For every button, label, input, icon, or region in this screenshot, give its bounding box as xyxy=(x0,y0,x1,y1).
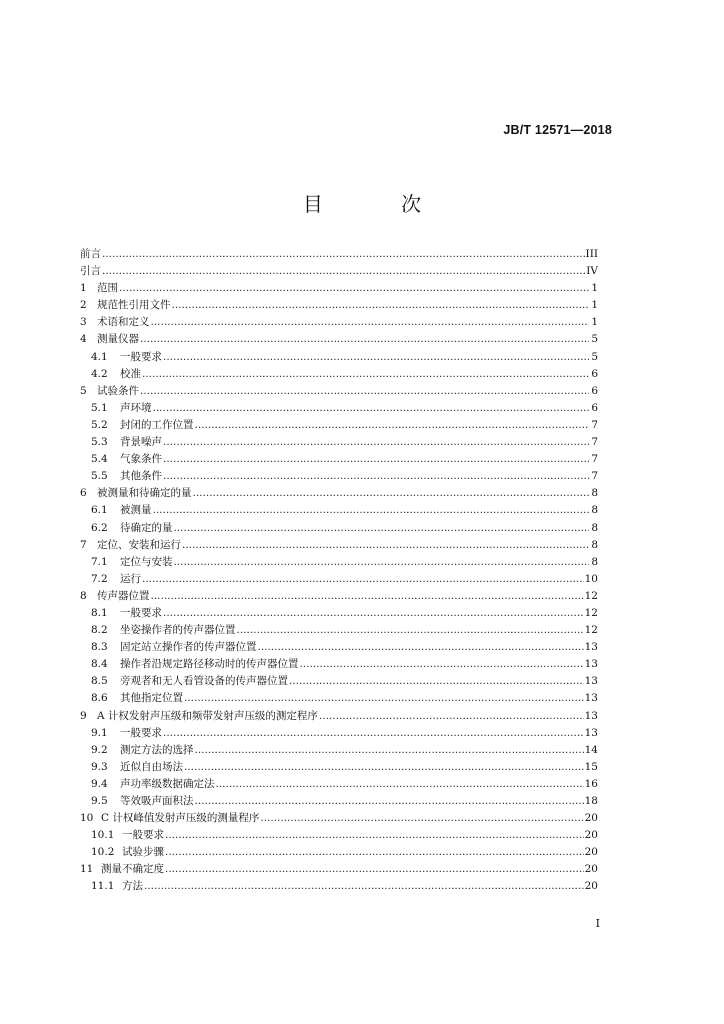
toc-entry-number: 8.4 xyxy=(91,658,108,671)
dot-leader xyxy=(119,280,589,297)
dot-leader xyxy=(153,502,590,519)
toc-entry[interactable] xyxy=(80,451,598,468)
toc-entry[interactable] xyxy=(80,759,598,776)
toc-entry-title: 被测量 xyxy=(120,504,152,517)
dot-leader xyxy=(260,810,583,827)
toc-entry-title: 一般要求 xyxy=(122,829,164,842)
toc-entry[interactable] xyxy=(80,571,598,588)
toc-entry-title: 固定站立操作者的传声器位置 xyxy=(120,641,257,654)
toc-entry[interactable] xyxy=(80,383,598,400)
dot-leader xyxy=(174,520,590,537)
toc-entry[interactable] xyxy=(80,690,598,707)
page-folio: I xyxy=(595,917,600,930)
dot-leader xyxy=(195,742,584,759)
toc-entry-title: 定位、安装和运行 xyxy=(97,538,181,551)
toc-entry-page: 7 xyxy=(591,470,598,483)
toc-entry-page: 7 xyxy=(591,418,598,431)
toc-entry-title: 近似自由场法 xyxy=(120,760,183,773)
toc-entry-title: 操作者沿规定路径移动时的传声器位置 xyxy=(120,658,299,671)
toc-entry-number: 6.1 xyxy=(91,504,108,517)
toc-entry-title: 传声器位置 xyxy=(97,589,150,602)
dot-leader xyxy=(163,468,589,485)
dot-leader xyxy=(151,314,590,331)
dot-leader xyxy=(144,878,584,895)
toc-entry[interactable] xyxy=(80,520,598,537)
toc-entry[interactable] xyxy=(80,366,598,383)
toc-entry-number: 8.1 xyxy=(91,606,108,619)
toc-entry-title: 引言 xyxy=(80,265,101,278)
table-of-contents xyxy=(80,246,598,896)
toc-entry[interactable] xyxy=(80,280,598,297)
dot-leader xyxy=(165,844,584,861)
toc-entry-number: 5.5 xyxy=(91,470,108,483)
toc-entry[interactable] xyxy=(80,468,598,485)
toc-entry-title: 坐姿操作者的传声器位置 xyxy=(120,624,236,637)
toc-entry-page: 18 xyxy=(584,795,598,807)
toc-entry-number: 4.2 xyxy=(91,367,108,380)
toc-entry-number: 2 xyxy=(80,299,87,312)
toc-entry[interactable] xyxy=(80,502,598,519)
toc-entry[interactable] xyxy=(80,588,598,605)
toc-entry[interactable] xyxy=(80,639,598,656)
toc-entry-number: 8.6 xyxy=(91,692,108,705)
dot-leader xyxy=(163,451,589,468)
toc-entry-page: 1 xyxy=(591,316,598,329)
toc-entry-page: 16 xyxy=(584,777,598,790)
toc-entry-number: 6 xyxy=(80,487,87,500)
toc-entry-title: 校准 xyxy=(120,367,141,380)
toc-entry-number: 8.3 xyxy=(91,641,108,654)
dot-leader xyxy=(237,622,584,639)
toc-entry-title: 待确定的量 xyxy=(120,521,173,534)
toc-entry-number: 7 xyxy=(80,538,87,551)
toc-entry-title: 气象条件 xyxy=(120,453,162,466)
toc-entry-title: 封闭的工作位置 xyxy=(120,418,194,431)
toc-entry-title: 试验步骤 xyxy=(122,846,164,859)
toc-entry-number: 9.3 xyxy=(91,760,108,773)
toc-entry-title: 背景噪声 xyxy=(120,436,162,449)
dot-leader xyxy=(140,383,589,400)
toc-entry-title: 运行 xyxy=(120,572,141,585)
toc-entry[interactable] xyxy=(80,708,598,725)
toc-entry[interactable] xyxy=(80,605,598,622)
toc-entry-page: 8 xyxy=(591,555,598,568)
toc-entry-page: 12 xyxy=(584,624,598,637)
toc-entry-title: 被测量和待确定的量 xyxy=(97,487,192,500)
toc-entry[interactable] xyxy=(80,246,598,263)
toc-entry-page: 8 xyxy=(591,487,598,500)
toc-entry-title: 声功率级数据确定法 xyxy=(120,777,215,790)
toc-entry-title: A 计权发射声压级和频带发射声压级的测定程序 xyxy=(97,709,318,722)
toc-entry-page: 5 xyxy=(591,350,598,363)
toc-entry-page: 15 xyxy=(584,760,598,773)
toc-entry[interactable] xyxy=(80,844,598,861)
toc-entry-page: 7 xyxy=(591,436,598,449)
toc-entry-number: 10 xyxy=(80,812,94,825)
toc-entry[interactable] xyxy=(80,742,598,759)
toc-entry-number: 7.2 xyxy=(91,572,108,585)
toc-entry[interactable] xyxy=(80,417,598,434)
toc-entry-number: 11 xyxy=(80,863,94,876)
toc-entry[interactable] xyxy=(80,810,598,827)
toc-entry[interactable] xyxy=(80,331,598,348)
toc-entry-number: 5 xyxy=(80,384,87,397)
toc-entry-title: 方法 xyxy=(122,880,143,893)
dot-leader xyxy=(163,349,589,366)
toc-entry-title: 一般要求 xyxy=(120,726,162,739)
toc-entry-number: 9 xyxy=(80,709,87,722)
toc-entry-page: 13 xyxy=(584,641,598,654)
toc-entry-title: 旁观者和无人看管设备的传声器位置 xyxy=(120,675,288,688)
toc-entry-number: 9.5 xyxy=(91,795,108,807)
dot-leader xyxy=(300,656,584,673)
dot-leader xyxy=(153,400,590,417)
toc-entry[interactable] xyxy=(80,297,598,314)
toc-entry[interactable] xyxy=(80,725,598,742)
toc-entry-title: 试验条件 xyxy=(97,384,139,397)
toc-entry-number: 4.1 xyxy=(91,350,108,363)
dot-leader xyxy=(151,588,584,605)
toc-entry-title: 前言 xyxy=(80,248,101,260)
dot-leader xyxy=(165,827,584,844)
dot-leader xyxy=(182,537,589,554)
dot-leader xyxy=(140,331,589,348)
toc-entry-page: 1 xyxy=(591,299,598,312)
dot-leader xyxy=(142,366,589,383)
dot-leader xyxy=(193,485,590,502)
toc-entry-title: 一般要求 xyxy=(120,606,162,619)
toc-title: 目 次 xyxy=(302,192,458,216)
toc-entry-title: 定位与安装 xyxy=(120,555,173,568)
toc-entry-number: 8.2 xyxy=(91,624,108,637)
toc-entry-title: 其他条件 xyxy=(120,470,162,483)
toc-entry-title: 声环境 xyxy=(120,401,152,414)
toc-entry-number: 1 xyxy=(80,282,87,295)
toc-entry-title: C 计权峰值发射声压级的测量程序 xyxy=(101,812,260,825)
dot-leader xyxy=(102,246,585,263)
toc-entry[interactable] xyxy=(80,349,598,366)
toc-entry-page: 20 xyxy=(584,829,598,842)
dot-leader xyxy=(142,571,584,588)
dot-leader xyxy=(184,690,584,707)
toc-entry[interactable] xyxy=(80,878,598,895)
toc-entry-title: 术语和定义 xyxy=(97,316,150,329)
dot-leader xyxy=(163,605,584,622)
toc-entry-title: 测定方法的选择 xyxy=(120,743,194,756)
toc-entry[interactable] xyxy=(80,827,598,844)
toc-entry-number: 10.2 xyxy=(91,846,115,859)
toc-entry-page: 1 xyxy=(591,282,598,295)
toc-entry-title: 范围 xyxy=(97,282,118,295)
toc-entry[interactable] xyxy=(80,537,598,554)
toc-entry[interactable] xyxy=(80,554,598,571)
dot-leader xyxy=(195,417,590,434)
dot-leader xyxy=(216,776,584,793)
toc-entry-page: 12 xyxy=(584,606,598,619)
dot-leader xyxy=(319,708,584,725)
toc-entry[interactable] xyxy=(80,263,598,280)
dot-leader xyxy=(195,793,584,810)
standard-code: JB/T 12571—2018 xyxy=(503,123,612,137)
toc-entry[interactable] xyxy=(80,861,598,878)
toc-entry-page: 12 xyxy=(584,589,598,602)
toc-entry-page: 7 xyxy=(591,453,598,466)
toc-entry-title: 测量仪器 xyxy=(97,333,139,346)
toc-entry-page: III xyxy=(585,248,598,260)
toc-entry-page: IV xyxy=(586,265,598,278)
toc-entry-number: 3 xyxy=(80,316,87,329)
toc-entry-page: 20 xyxy=(584,863,598,876)
dot-leader xyxy=(163,434,589,451)
toc-entry-number: 9.1 xyxy=(91,726,108,739)
toc-entry-number: 7.1 xyxy=(91,555,108,568)
toc-entry-title: 其他指定位置 xyxy=(120,692,183,705)
toc-entry[interactable] xyxy=(80,485,598,502)
toc-entry-page: 10 xyxy=(584,572,598,585)
dot-leader xyxy=(172,297,590,314)
toc-entry-page: 8 xyxy=(591,538,598,551)
toc-entry[interactable] xyxy=(80,673,598,690)
toc-entry-page: 8 xyxy=(591,504,598,517)
toc-entry-page: 13 xyxy=(584,658,598,671)
toc-entry-title: 等效吸声面积法 xyxy=(120,795,194,807)
toc-entry-number: 8 xyxy=(80,589,87,602)
toc-entry[interactable] xyxy=(80,434,598,451)
toc-entry-page: 20 xyxy=(584,812,598,825)
toc-entry-title: 规范性引用文件 xyxy=(97,299,171,312)
toc-entry[interactable] xyxy=(80,314,598,331)
toc-entry-page: 5 xyxy=(591,333,598,346)
toc-entry-number: 5.1 xyxy=(91,401,108,414)
toc-entry-title: 一般要求 xyxy=(120,350,162,363)
toc-entry-page: 6 xyxy=(591,401,598,414)
toc-entry-page: 6 xyxy=(591,384,598,397)
toc-entry-page: 14 xyxy=(584,743,598,756)
dot-leader xyxy=(258,639,584,656)
toc-entry-number: 5.4 xyxy=(91,453,108,466)
toc-entry-number: 5.3 xyxy=(91,436,108,449)
toc-entry-page: 13 xyxy=(584,709,598,722)
toc-entry-number: 8.5 xyxy=(91,675,108,688)
toc-entry-number: 11.1 xyxy=(91,880,115,893)
toc-entry[interactable] xyxy=(80,793,598,810)
toc-entry[interactable] xyxy=(80,776,598,793)
dot-leader xyxy=(174,554,590,571)
toc-entry-page: 20 xyxy=(584,846,598,859)
toc-entry-number: 4 xyxy=(80,333,87,346)
toc-entry-page: 8 xyxy=(591,521,598,534)
toc-entry-title: 测量不确定度 xyxy=(101,863,164,876)
toc-entry-number: 10.1 xyxy=(91,829,115,842)
dot-leader xyxy=(163,725,584,742)
toc-entry-number: 9.4 xyxy=(91,777,108,790)
toc-entry[interactable] xyxy=(80,622,598,639)
dot-leader xyxy=(165,861,584,878)
toc-entry-page: 20 xyxy=(584,880,598,893)
toc-entry-page: 6 xyxy=(591,367,598,380)
toc-entry-page: 13 xyxy=(584,675,598,688)
toc-entry-page: 13 xyxy=(584,726,598,739)
dot-leader xyxy=(184,759,584,776)
dot-leader xyxy=(289,673,584,690)
toc-entry[interactable] xyxy=(80,400,598,417)
dot-leader xyxy=(102,263,585,280)
toc-entry-number: 9.2 xyxy=(91,743,108,756)
toc-entry-page: 13 xyxy=(584,692,598,705)
toc-entry[interactable] xyxy=(80,656,598,673)
toc-entry-number: 6.2 xyxy=(91,521,108,534)
toc-entry-number: 5.2 xyxy=(91,418,108,431)
